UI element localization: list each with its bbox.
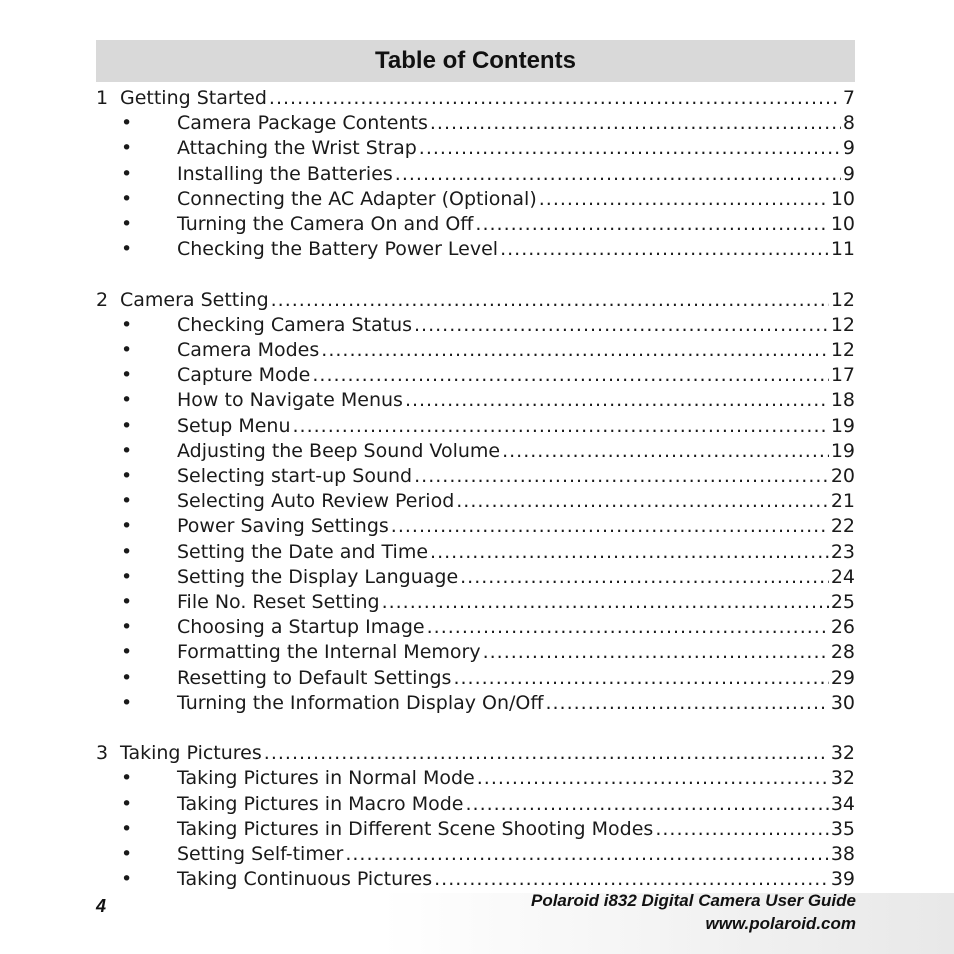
- bullet-icon: •: [121, 591, 133, 613]
- entry-page: 22: [830, 515, 855, 537]
- dot-leader: [264, 741, 829, 765]
- bullet-icon: •: [121, 339, 133, 361]
- entry-label: Turning the Camera On and Off: [177, 213, 474, 235]
- toc-entry[interactable]: [96, 338, 855, 362]
- guide-title: Polaroid i832 Digital Camera User Guide: [530, 891, 856, 910]
- section-page: 7: [842, 87, 855, 109]
- toc-entry[interactable]: [96, 162, 855, 186]
- entry-page: 28: [830, 641, 855, 663]
- entry-label: Checking the Battery Power Level: [177, 238, 499, 260]
- dot-leader: [271, 288, 829, 312]
- bullet-icon: •: [121, 238, 133, 260]
- section-page: 32: [830, 742, 855, 764]
- toc-entry[interactable]: [96, 514, 855, 538]
- bullet-icon: •: [121, 490, 133, 512]
- dot-leader: [345, 842, 828, 866]
- dot-leader: [414, 464, 829, 488]
- entry-label: Setup Menu: [177, 415, 291, 437]
- entry-page: 9: [842, 163, 855, 185]
- entry-label: Camera Package Contents: [177, 112, 428, 134]
- toc-entry[interactable]: [96, 388, 855, 412]
- toc-entry[interactable]: [96, 111, 855, 135]
- dot-leader: [321, 338, 829, 362]
- dot-leader: [419, 136, 841, 160]
- dot-leader: [430, 111, 841, 135]
- entry-label: Power Saving Settings: [177, 515, 389, 537]
- toc-entry[interactable]: [96, 792, 855, 816]
- toc-entry[interactable]: [96, 842, 855, 866]
- section-page: 12: [830, 289, 855, 311]
- entry-label: File No. Reset Setting: [177, 591, 380, 613]
- toc-entry[interactable]: [96, 640, 855, 664]
- toc-entry[interactable]: [96, 187, 855, 211]
- dot-leader: [539, 187, 829, 211]
- entry-page: 19: [830, 440, 855, 462]
- toc-entry[interactable]: [96, 615, 855, 639]
- section-number: 2: [96, 289, 109, 311]
- bullet-icon: •: [121, 389, 133, 411]
- section-label: Camera Setting: [120, 289, 269, 311]
- bullet-icon: •: [121, 137, 133, 159]
- entry-page: 32: [830, 767, 855, 789]
- entry-page: 29: [830, 667, 855, 689]
- toc-section-heading[interactable]: [96, 288, 855, 312]
- dot-leader: [475, 212, 828, 236]
- entry-page: 34: [830, 793, 855, 815]
- bullet-icon: •: [121, 415, 133, 437]
- entry-page: 20: [830, 465, 855, 487]
- dot-leader: [502, 439, 829, 463]
- toc-entry[interactable]: [96, 439, 855, 463]
- toc-entry[interactable]: [96, 817, 855, 841]
- dot-leader: [434, 867, 829, 891]
- bullet-icon: •: [121, 818, 133, 840]
- dot-leader: [453, 666, 828, 690]
- section-number: 1: [96, 87, 109, 109]
- entry-page: 26: [830, 616, 855, 638]
- entry-label: Formatting the Internal Memory: [177, 641, 481, 663]
- dot-leader: [269, 86, 841, 110]
- toc-entry[interactable]: [96, 766, 855, 790]
- dot-leader: [655, 817, 828, 841]
- website-link[interactable]: www.polaroid.com: [705, 914, 856, 933]
- entry-page: 10: [830, 213, 855, 235]
- bullet-icon: •: [121, 188, 133, 210]
- entry-page: 12: [830, 339, 855, 361]
- bullet-icon: •: [121, 667, 133, 689]
- entry-page: 23: [830, 541, 855, 563]
- entry-page: 35: [830, 818, 855, 840]
- toc-entry[interactable]: [96, 414, 855, 438]
- entry-label: Selecting Auto Review Period: [177, 490, 455, 512]
- entry-label: Resetting to Default Settings: [177, 667, 452, 689]
- entry-label: How to Navigate Menus: [177, 389, 403, 411]
- bullet-icon: •: [121, 793, 133, 815]
- bullet-icon: •: [121, 163, 133, 185]
- entry-label: Adjusting the Beep Sound Volume: [177, 440, 501, 462]
- title-bar: [96, 40, 855, 82]
- entry-label: Taking Continuous Pictures: [177, 868, 433, 890]
- bullet-icon: •: [121, 641, 133, 663]
- entry-label: Camera Modes: [177, 339, 320, 361]
- bullet-icon: •: [121, 465, 133, 487]
- entry-label: Taking Pictures in Different Scene Shooting Modes: [177, 818, 654, 840]
- page-footer: [0, 893, 954, 954]
- dot-leader: [405, 388, 829, 412]
- dot-leader: [465, 792, 828, 816]
- bullet-icon: •: [121, 566, 133, 588]
- section-label: Getting Started: [120, 87, 267, 109]
- dot-leader: [483, 640, 829, 664]
- toc-section-heading[interactable]: [96, 86, 855, 110]
- dot-leader: [312, 363, 828, 387]
- entry-page: 19: [830, 415, 855, 437]
- toc-entry[interactable]: [96, 489, 855, 513]
- entry-page: 17: [830, 364, 855, 386]
- section-number: 3: [96, 742, 109, 764]
- entry-page: 25: [830, 591, 855, 613]
- entry-label: Setting the Date and Time: [177, 541, 429, 563]
- dot-leader: [414, 313, 829, 337]
- entry-page: 9: [842, 137, 855, 159]
- bullet-icon: •: [121, 314, 133, 336]
- bullet-icon: •: [121, 440, 133, 462]
- entry-label: Installing the Batteries: [177, 163, 393, 185]
- toc-entry[interactable]: [96, 212, 855, 236]
- entry-label: Connecting the AC Adapter (Optional): [177, 188, 537, 210]
- bullet-icon: •: [121, 843, 133, 865]
- entry-label: Taking Pictures in Normal Mode: [177, 767, 475, 789]
- entry-page: 24: [830, 566, 855, 588]
- entry-page: 12: [830, 314, 855, 336]
- toc-entry[interactable]: [96, 363, 855, 387]
- dot-leader: [545, 691, 828, 715]
- dot-leader: [382, 590, 829, 614]
- toc-entry[interactable]: [96, 136, 855, 160]
- toc-entry[interactable]: [96, 313, 855, 337]
- dot-leader: [430, 540, 829, 564]
- entry-page: 11: [830, 238, 855, 260]
- entry-label: Taking Pictures in Macro Mode: [177, 793, 464, 815]
- dot-leader: [293, 414, 829, 438]
- bullet-icon: •: [121, 213, 133, 235]
- toc-entry[interactable]: [96, 867, 855, 891]
- bullet-icon: •: [121, 364, 133, 386]
- dot-leader: [500, 237, 829, 261]
- toc-entry[interactable]: [96, 691, 855, 715]
- dot-leader: [395, 162, 841, 186]
- bullet-icon: •: [121, 692, 133, 714]
- entry-label: Selecting start-up Sound: [177, 465, 413, 487]
- entry-label: Attaching the Wrist Strap: [177, 137, 417, 159]
- entry-page: 8: [842, 112, 855, 134]
- bullet-icon: •: [121, 541, 133, 563]
- bullet-icon: •: [121, 616, 133, 638]
- bullet-icon: •: [121, 515, 133, 537]
- entry-label: Capture Mode: [177, 364, 311, 386]
- entry-page: 18: [830, 389, 855, 411]
- entry-page: 30: [830, 692, 855, 714]
- entry-page: 38: [830, 843, 855, 865]
- entry-label: Turning the Information Display On/Off: [177, 692, 544, 714]
- toc-entry[interactable]: [96, 565, 855, 589]
- toc-entry[interactable]: [96, 464, 855, 488]
- entry-label: Checking Camera Status: [177, 314, 413, 336]
- dot-leader: [460, 565, 829, 589]
- toc-section-heading[interactable]: [96, 741, 855, 765]
- entry-page: 10: [830, 188, 855, 210]
- toc-entry[interactable]: [96, 237, 855, 261]
- entry-label: Choosing a Startup Image: [177, 616, 425, 638]
- entry-label: Setting Self-timer: [177, 843, 344, 865]
- bullet-icon: •: [121, 112, 133, 134]
- bullet-icon: •: [121, 767, 133, 789]
- page-title: Table of Contents: [375, 47, 576, 74]
- entry-label: Setting the Display Language: [177, 566, 459, 588]
- dot-leader: [477, 766, 829, 790]
- dot-leader: [427, 615, 829, 639]
- toc-entry[interactable]: [96, 666, 855, 690]
- bullet-icon: •: [121, 868, 133, 890]
- toc-entry[interactable]: [96, 590, 855, 614]
- dot-leader: [391, 514, 829, 538]
- page-number: 4: [96, 896, 107, 916]
- entry-page: 21: [830, 490, 855, 512]
- entry-page: 39: [830, 868, 855, 890]
- toc-entry[interactable]: [96, 540, 855, 564]
- dot-leader: [456, 489, 829, 513]
- section-label: Taking Pictures: [120, 742, 262, 764]
